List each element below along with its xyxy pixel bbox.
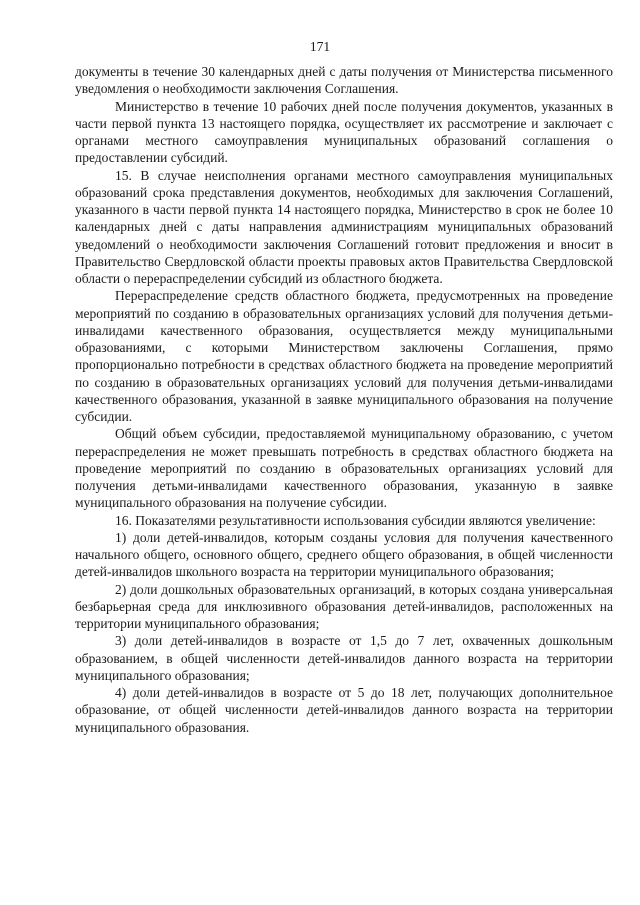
- paragraph-ministry-review: Министерство в течение 10 рабочих дней после получения документов, указанных в части первой пункта 13 настоящего порядка, осуществляет их рассмотрение и заключает с органами местного самоуправления муниципальных образований соглашения о предоставлении субсидий.: [75, 98, 613, 166]
- paragraph-redistribution: Перераспределение средств областного бюджета, предусмотренных на проведение мероприятий по созданию в образовательных организациях условий для получения детьми-инвалидами качественного образования, осуществляется между муниципальными образованиями, с которыми Министерством заключены Соглашения, прямо пропорционально потребности в средствах областного бюджета на проведение мероприятий по созданию в образовательных организациях условий для получения детьми-инвалидами качественного образования, указанной в заявке муниципального образования на получение субсидии.: [75, 288, 613, 424]
- document-body: [75, 63, 613, 736]
- list-item-3: 3) доли детей-инвалидов в возрасте от 1,5 до 7 лет, охваченных дошкольным образованием, в общей численности детей-инвалидов данного возраста на территории муниципального образования;: [75, 633, 613, 683]
- list-item-4: 4) доли детей-инвалидов в возрасте от 5 до 18 лет, получающих дополнительное образование, от общей численности детей-инвалидов данного возраста на территории муниципального образования.: [75, 685, 613, 735]
- paragraph-item-16: 16. Показателями результативности использования субсидии являются увеличение:: [115, 512, 596, 528]
- paragraph-continuation: документы в течение 30 календарных дней с даты получения от Министерства письменного уведомления о необходимости заключения Соглашения.: [75, 64, 613, 97]
- list-item-2: 2) доли дошкольных образовательных организаций, в которых создана универсальная безбарьерная среда для инклюзивного образования детей-инвалидов, расположенных на территории муниципального образования;: [75, 581, 613, 631]
- list-item-1: 1) доли детей-инвалидов, которым созданы условия для получения качественного начального общего, основного общего, среднего общего образования, в общей численности детей-инвалидов школьного возраста на территории муниципального образования;: [75, 529, 613, 580]
- paragraph-item-15: 15. В случае неисполнения органами местного самоуправления муниципальных образований срока представления документов, необходимых для заключения Соглашений, указанного в части первой пункта 14 настоящего порядка, Министерство в срок не более 10 календарных дней с даты направления администрациям муниципальных образований уведомлений о необходимости заключения Соглашений готовит предложения и вносит в Правительство Свердловской области проекты правовых актов Правительства Свердловской области о перераспределении субсидий из областного бюджета.: [75, 167, 613, 286]
- paragraph-total-subsidy: Общий объем субсидии, предоставляемой муниципальному образованию, с учетом перераспределения не может превышать потребность в средствах областного бюджета на проведение мероприятий по созданию в образовательных организациях условий для получения детьми-инвалидами качественного образования, указанную в заявке муниципального образования на получение субсидии.: [75, 426, 613, 511]
- page-number: 171: [309, 39, 331, 54]
